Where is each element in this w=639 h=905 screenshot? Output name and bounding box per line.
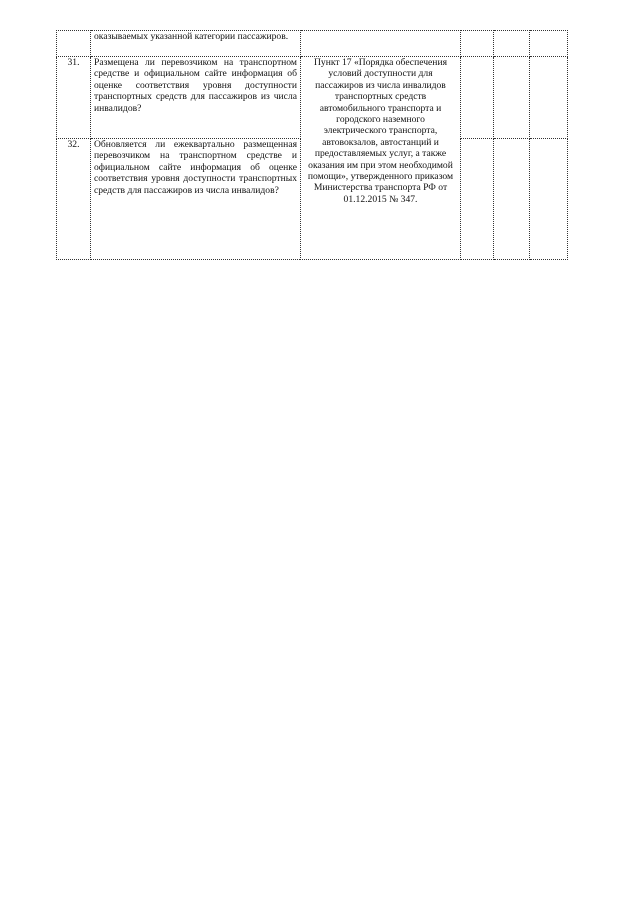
answer-yes-cell bbox=[461, 31, 494, 57]
question-cell: Размещена ли перевозчиком на транспортном средстве и официальном сайте информация об оценке соответствия уровня доступности транспортных средств для пассажиров из числа инвалидов? bbox=[91, 57, 301, 139]
answer-no-cell bbox=[494, 139, 530, 260]
answer-no-cell bbox=[494, 31, 530, 57]
legal-reference-cell bbox=[301, 57, 461, 260]
legal-reference-text: Пункт 17 «Порядка обеспечения условий доступности для пассажиров из числа инвалидов транспортных средств автомобильного транспорта и городского наземного электрического транспорта, автовокзалов, автостанций и предоставляемых услуг, а также оказания им при этом необходимой помощи», утвержденного приказом Министерства транспорта РФ от 01.12.2015 № 347. bbox=[307, 57, 454, 205]
document-page bbox=[56, 30, 568, 260]
question-cell: оказываемых указанной категории пассажиров. bbox=[91, 31, 301, 57]
notes-cell bbox=[530, 57, 568, 139]
row-number-cell: 31. bbox=[57, 57, 91, 139]
row-number-cell bbox=[57, 31, 91, 57]
question-cell: Обновляется ли ежеквартально размещенная перевозчиком на транспортном средстве и официальном сайте информация об оценке соответствия уровня доступности транспортных средств для пассажиров из числа инвалидов? bbox=[91, 139, 301, 260]
notes-cell bbox=[530, 31, 568, 57]
checklist-table bbox=[56, 30, 568, 260]
answer-yes-cell bbox=[461, 139, 494, 260]
table-row bbox=[57, 57, 568, 139]
legal-reference-cell-empty bbox=[301, 31, 461, 57]
table-row bbox=[57, 31, 568, 57]
row-number-cell: 32. bbox=[57, 139, 91, 260]
answer-no-cell bbox=[494, 57, 530, 139]
answer-yes-cell bbox=[461, 57, 494, 139]
notes-cell bbox=[530, 139, 568, 260]
